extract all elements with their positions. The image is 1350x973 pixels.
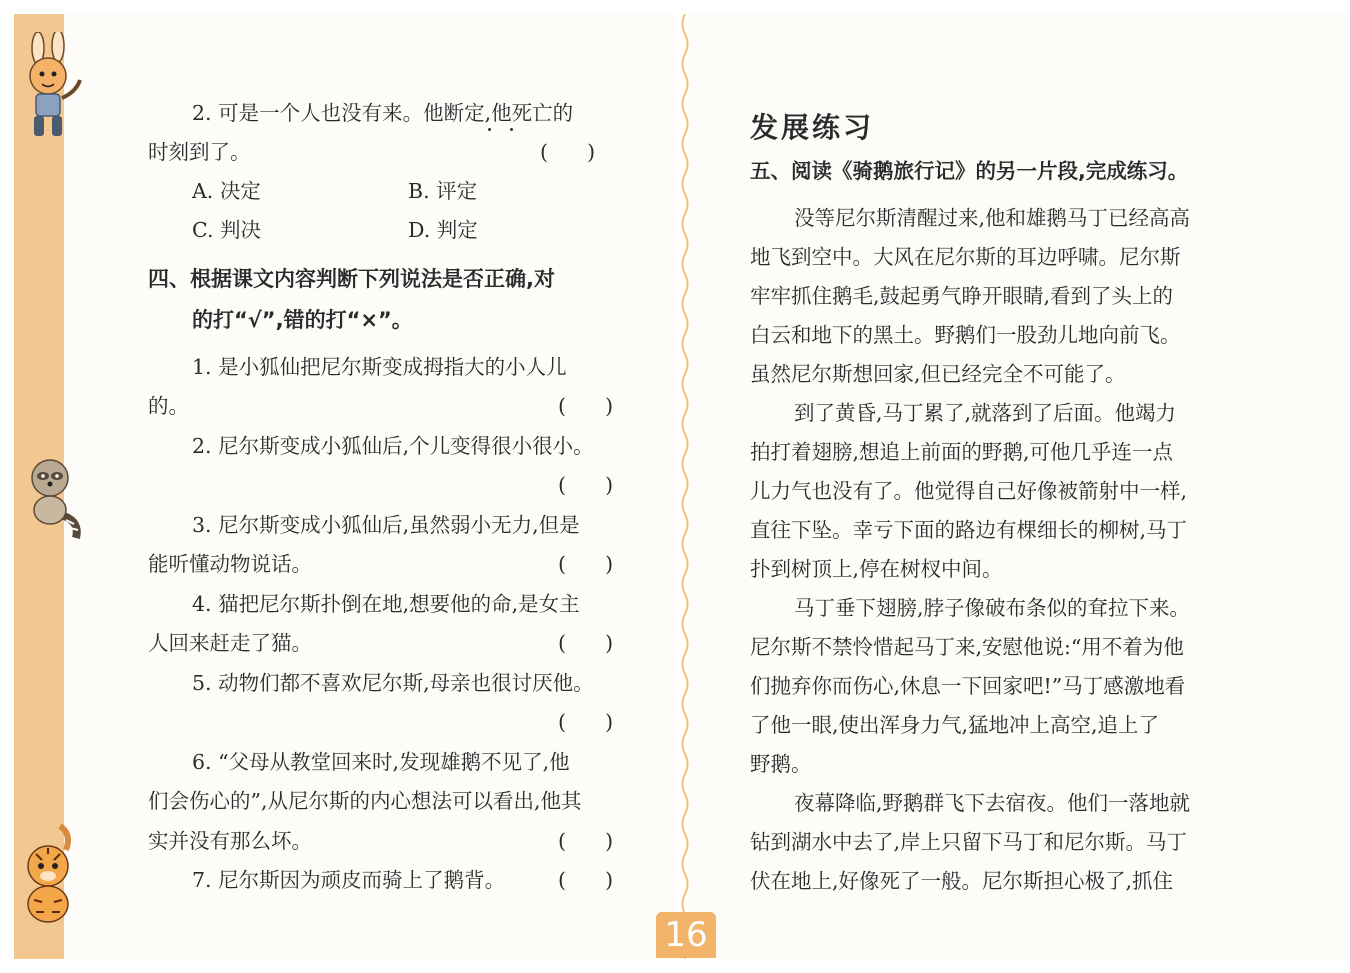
- answer-blank[interactable]: ( ): [558, 552, 614, 576]
- option-d: D. 判定: [408, 218, 478, 242]
- judge-item: 2. 尼尔斯变成小狐仙后,个儿变得很小很小。: [192, 434, 594, 458]
- option-b: B. 评定: [408, 179, 478, 203]
- judge-item: 6. “父母从教堂回来时,发现雄鹅不见了,他: [192, 750, 570, 774]
- option-c: C. 判决: [192, 218, 261, 242]
- section-4-title-line2: 的打“√”,错的打“×”。: [192, 308, 413, 332]
- passage-line: 虽然尼尔斯想回家,但已经完全不可能了。: [750, 362, 1126, 386]
- judge-item: 能听懂动物说话。: [148, 552, 312, 576]
- answer-blank[interactable]: ( ): [540, 140, 596, 164]
- passage-line: 马丁垂下翅膀,脖子像破布条似的耷拉下来。: [794, 596, 1191, 620]
- passage-line: 们抛弃你而伤心,休息一下回家吧!”马丁感激地看: [750, 674, 1186, 698]
- passage-line: 尼尔斯不禁怜惜起马丁来,安慰他说:“用不着为他: [750, 635, 1184, 659]
- judge-item: 的。: [148, 394, 189, 418]
- answer-blank[interactable]: ( ): [558, 829, 614, 853]
- answer-blank[interactable]: ( ): [558, 394, 614, 418]
- answer-blank[interactable]: ( ): [558, 631, 614, 655]
- judge-item: 5. 动物们都不喜欢尼尔斯,母亲也很讨厌他。: [192, 671, 594, 695]
- judge-item: 7. 尼尔斯因为顽皮而骑上了鹅背。: [192, 868, 506, 892]
- page-number: 16: [656, 912, 716, 958]
- section-4-title-line1: 四、根据课文内容判断下列说法是否正确,对: [148, 267, 555, 291]
- passage-line: 拍打着翅膀,想追上前面的野鹅,可他几乎连一点: [750, 440, 1174, 464]
- passage-line: 伏在地上,好像死了一般。尼尔斯担心极了,抓住: [750, 869, 1174, 893]
- judge-item: 3. 尼尔斯变成小狐仙后,虽然弱小无力,但是: [192, 513, 580, 537]
- answer-blank[interactable]: ( ): [558, 473, 614, 497]
- passage-line: 野鹅。: [750, 752, 812, 776]
- q2-text-line1: 2. 可是一个人也没有来。他断定,他死亡的: [192, 101, 574, 125]
- judge-item: 实并没有那么坏。: [148, 829, 312, 853]
- passage-line: 钻到湖水中去了,岸上只留下马丁和尼尔斯。马丁: [750, 830, 1188, 854]
- raccoon-icon: [14, 452, 86, 542]
- emphasis-dot: [488, 128, 491, 131]
- judge-item: 1. 是小狐仙把尼尔斯变成拇指大的小人儿: [192, 355, 567, 379]
- passage-line: 地飞到空中。大风在尼尔斯的耳边呼啸。尼尔斯: [750, 245, 1181, 269]
- passage-line: 牢牢抓住鹅毛,鼓起勇气睁开眼睛,看到了头上的: [750, 284, 1174, 308]
- passage-line: 儿力气也没有了。他觉得自己好像被箭射中一样,: [750, 479, 1188, 503]
- emphasis-dot: [510, 128, 513, 131]
- answer-blank[interactable]: ( ): [558, 710, 614, 734]
- q2-text-line2: 时刻到了。: [148, 140, 251, 164]
- section-heading: 发展练习: [750, 111, 875, 144]
- page-spine: [678, 14, 692, 959]
- tiger-icon: [14, 820, 86, 930]
- passage-line: 白云和地下的黑土。野鹅们一股劲儿地向前飞。: [750, 323, 1181, 347]
- passage-line: 扑到树顶上,停在树杈中间。: [750, 557, 1003, 581]
- passage-line: 了他一眼,使出浑身力气,猛地冲上高空,追上了: [750, 713, 1160, 737]
- judge-item: 人回来赶走了猫。: [148, 631, 312, 655]
- passage-line: 直往下坠。幸亏下面的路边有棵细长的柳树,马丁: [750, 518, 1188, 542]
- passage-line: 没等尼尔斯清醒过来,他和雄鹅马丁已经高高: [794, 206, 1191, 230]
- option-a: A. 决定: [192, 179, 261, 203]
- judge-item: 4. 猫把尼尔斯扑倒在地,想要他的命,是女主: [192, 592, 580, 616]
- answer-blank[interactable]: ( ): [558, 868, 614, 892]
- section-5-title: 五、阅读《骑鹅旅行记》的另一片段,完成练习。: [750, 159, 1189, 183]
- passage-line: 夜幕降临,野鹅群飞下去宿夜。他们一落地就: [794, 791, 1191, 815]
- rabbit-icon: [14, 32, 86, 144]
- passage-line: 到了黄昏,马丁累了,就落到了后面。他竭力: [794, 401, 1177, 425]
- judge-item: 们会伤心的”,从尼尔斯的内心想法可以看出,他其: [148, 789, 582, 813]
